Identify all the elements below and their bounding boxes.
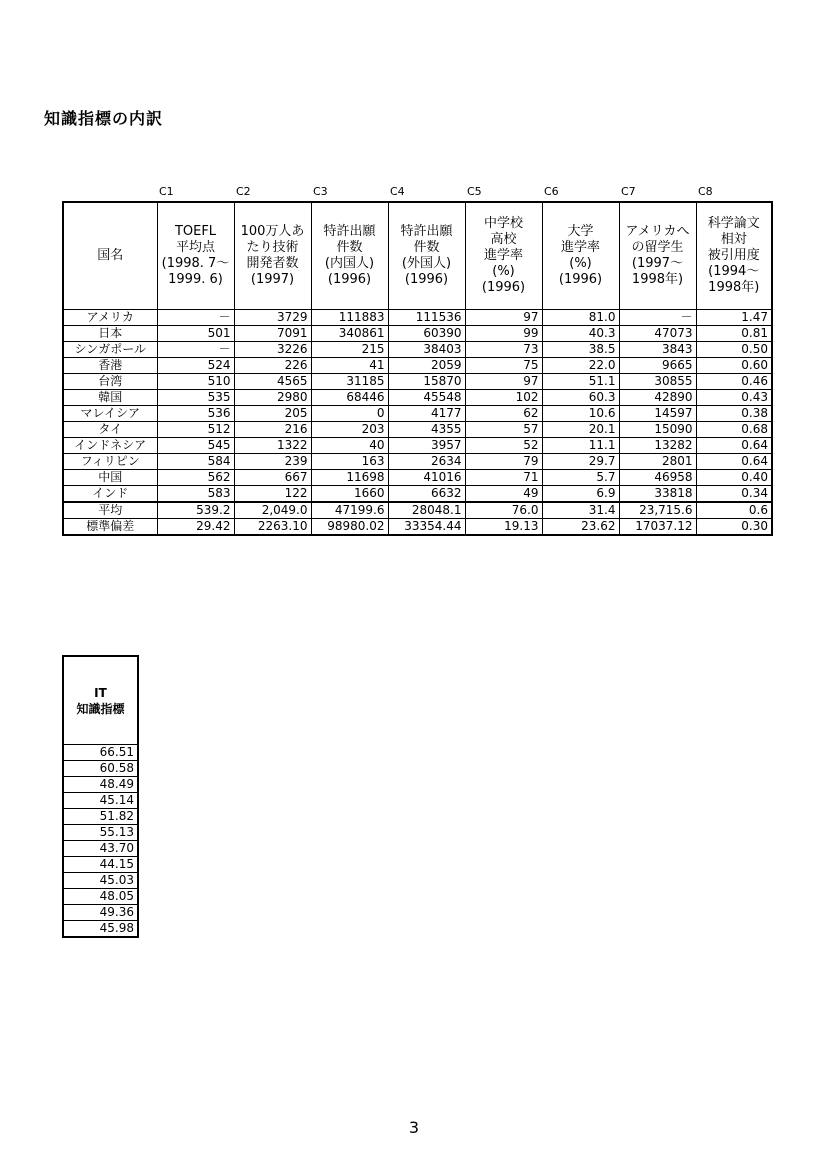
table-cell: 6632: [388, 486, 465, 503]
column-header: [465, 202, 542, 310]
column-code: C6: [544, 185, 559, 198]
table-cell: 45548: [388, 390, 465, 406]
column-header-line: 大学: [567, 224, 594, 239]
table-cell: 0: [311, 406, 388, 422]
country-name: 韓国: [63, 390, 157, 406]
it-header-row: [63, 656, 138, 745]
page-title: 知識指標の内訳: [44, 109, 164, 128]
column-header-line: たり技術: [246, 240, 299, 255]
it-header: [63, 656, 138, 745]
table-row: [63, 454, 772, 470]
table-cell: 40: [311, 438, 388, 454]
summary-cell: 76.0: [465, 502, 542, 519]
table-cell: 4177: [388, 406, 465, 422]
table-cell: 73: [465, 342, 542, 358]
table-cell: 0.64: [696, 454, 772, 470]
column-header: [696, 202, 772, 310]
table-cell: 102: [465, 390, 542, 406]
table-cell: 0.34: [696, 486, 772, 503]
it-value: 44.15: [63, 857, 138, 873]
column-header-line: (外国人): [401, 256, 452, 271]
table-cell: 3843: [619, 342, 696, 358]
table-cell: 41: [311, 358, 388, 374]
table-cell: 2634: [388, 454, 465, 470]
table-cell: 0.68: [696, 422, 772, 438]
table-cell: 47073: [619, 326, 696, 342]
it-row: [63, 857, 138, 873]
it-value: 49.36: [63, 905, 138, 921]
summary-cell: 47199.6: [311, 502, 388, 519]
table-row: [63, 438, 772, 454]
summary-cell: 19.13: [465, 519, 542, 536]
column-header-line: 特許出願: [400, 224, 453, 239]
knowledge-index-table: [62, 201, 773, 536]
it-value: 66.51: [63, 745, 138, 761]
summary-cell: 23,715.6: [619, 502, 696, 519]
it-header-line: IT: [94, 685, 107, 700]
table-row: [63, 326, 772, 342]
table-cell: 60.3: [542, 390, 619, 406]
table-cell: 46958: [619, 470, 696, 486]
table-row: [63, 486, 772, 503]
table-row: [63, 358, 772, 374]
table-cell: 535: [157, 390, 234, 406]
column-header-line: アメリカへ: [625, 224, 690, 239]
table-cell: 111883: [311, 310, 388, 326]
summary-row: [63, 519, 772, 536]
column-header-line: 1998年): [631, 272, 684, 287]
country-name: タイ: [63, 422, 157, 438]
table-cell: 15870: [388, 374, 465, 390]
table-cell: 42890: [619, 390, 696, 406]
table-row: [63, 390, 772, 406]
table-cell: 20.1: [542, 422, 619, 438]
table-cell: 203: [311, 422, 388, 438]
table-cell: 536: [157, 406, 234, 422]
table-cell: 49: [465, 486, 542, 503]
table-cell: 29.7: [542, 454, 619, 470]
table-cell: 122: [234, 486, 311, 503]
table-cell: 30855: [619, 374, 696, 390]
country-name: 香港: [63, 358, 157, 374]
column-header: [542, 202, 619, 310]
it-header-line: 知識指標: [76, 701, 125, 716]
table-row: [63, 374, 772, 390]
summary-cell: 17037.12: [619, 519, 696, 536]
table-cell: 0.81: [696, 326, 772, 342]
it-row: [63, 873, 138, 889]
table-cell: 0.40: [696, 470, 772, 486]
summary-cell: 23.62: [542, 519, 619, 536]
table-cell: 79: [465, 454, 542, 470]
column-code: C1: [159, 185, 174, 198]
column-code: C7: [621, 185, 636, 198]
country-name: 中国: [63, 470, 157, 486]
table-cell: 1660: [311, 486, 388, 503]
column-header-line: (1994～: [708, 264, 760, 279]
table-cell: 5.7: [542, 470, 619, 486]
column-code: C3: [313, 185, 328, 198]
table-cell: 0.60: [696, 358, 772, 374]
column-header-line: (%): [492, 264, 515, 279]
table-cell: 0.50: [696, 342, 772, 358]
table-cell: 81.0: [542, 310, 619, 326]
country-name: インド: [63, 486, 157, 503]
table-cell: 545: [157, 438, 234, 454]
table-cell: 1322: [234, 438, 311, 454]
it-value: 48.49: [63, 777, 138, 793]
summary-label: 平均: [63, 502, 157, 519]
column-header-line: 中学校: [483, 216, 523, 231]
column-header-line: の留学生: [631, 240, 684, 255]
column-header-line: 件数: [413, 240, 440, 255]
column-header-line: (1997): [250, 272, 295, 287]
table-row: [63, 406, 772, 422]
table-cell: 11698: [311, 470, 388, 486]
table-cell: 4355: [388, 422, 465, 438]
table-cell: 52: [465, 438, 542, 454]
column-header-line: (1996): [327, 272, 372, 287]
it-value: 45.03: [63, 873, 138, 889]
summary-cell: 2263.10: [234, 519, 311, 536]
table-cell: 33818: [619, 486, 696, 503]
table-cell: 57: [465, 422, 542, 438]
column-header-line: (1996): [558, 272, 603, 287]
table-cell: 216: [234, 422, 311, 438]
it-value: 45.14: [63, 793, 138, 809]
table-cell: 226: [234, 358, 311, 374]
summary-cell: 98980.02: [311, 519, 388, 536]
table-cell: 10.6: [542, 406, 619, 422]
table-cell: 11.1: [542, 438, 619, 454]
table-cell: 340861: [311, 326, 388, 342]
page-number: 3: [408, 1118, 420, 1137]
table-row: [63, 470, 772, 486]
table-cell: 97: [465, 310, 542, 326]
table-cell: 510: [157, 374, 234, 390]
column-code: C5: [467, 185, 482, 198]
summary-cell: 0.30: [696, 519, 772, 536]
country-name: 台湾: [63, 374, 157, 390]
table-cell: 0.43: [696, 390, 772, 406]
table-cell: 2801: [619, 454, 696, 470]
table-cell: 667: [234, 470, 311, 486]
it-row: [63, 841, 138, 857]
column-header-line: 平均点: [175, 240, 215, 255]
column-header-line: (1998. 7～: [161, 256, 230, 271]
table-cell: 584: [157, 454, 234, 470]
table-cell: 583: [157, 486, 234, 503]
summary-cell: 29.42: [157, 519, 234, 536]
column-code: C4: [390, 185, 405, 198]
table-cell: 239: [234, 454, 311, 470]
it-value: 43.70: [63, 841, 138, 857]
country-name: アメリカ: [63, 310, 157, 326]
table-cell: 3957: [388, 438, 465, 454]
it-row: [63, 793, 138, 809]
it-row: [63, 921, 138, 938]
column-code: C2: [236, 185, 251, 198]
column-header-line: 進学率: [560, 240, 600, 255]
it-value: 45.98: [63, 921, 138, 938]
table-cell: 512: [157, 422, 234, 438]
it-row: [63, 761, 138, 777]
table-cell: 1.47: [696, 310, 772, 326]
table-cell: 163: [311, 454, 388, 470]
column-header-line: 1999. 6): [168, 272, 223, 287]
summary-cell: 31.4: [542, 502, 619, 519]
column-header-line: 科学論文: [707, 216, 760, 231]
table-cell: 0.38: [696, 406, 772, 422]
country-name: フィリピン: [63, 454, 157, 470]
table-cell: 15090: [619, 422, 696, 438]
column-header-line: 件数: [336, 240, 363, 255]
table-cell: 215: [311, 342, 388, 358]
summary-cell: 0.6: [696, 502, 772, 519]
it-value: 55.13: [63, 825, 138, 841]
table-row: [63, 422, 772, 438]
column-header: [157, 202, 234, 310]
column-header: [388, 202, 465, 310]
table-cell: 6.9: [542, 486, 619, 503]
table-cell: 31185: [311, 374, 388, 390]
summary-cell: 28048.1: [388, 502, 465, 519]
table-cell: 2980: [234, 390, 311, 406]
table-cell: 40.3: [542, 326, 619, 342]
summary-row: [63, 502, 772, 519]
table-row: [63, 310, 772, 326]
it-value: 48.05: [63, 889, 138, 905]
it-row: [63, 777, 138, 793]
it-row: [63, 745, 138, 761]
table-cell: 75: [465, 358, 542, 374]
column-header-line: 特許出願: [323, 224, 376, 239]
column-header-line: 開発者数: [246, 256, 299, 271]
column-header-line: 相対: [720, 232, 747, 247]
summary-label: 標準偏差: [63, 519, 157, 536]
table-cell: 14597: [619, 406, 696, 422]
column-header-line: (%): [569, 256, 592, 271]
table-cell: 71: [465, 470, 542, 486]
header-row: [63, 202, 772, 310]
country-name: 日本: [63, 326, 157, 342]
column-header-line: (1996): [481, 280, 526, 295]
summary-cell: 2,049.0: [234, 502, 311, 519]
table-cell: 0.46: [696, 374, 772, 390]
column-header: [311, 202, 388, 310]
it-row: [63, 825, 138, 841]
column-header-line: 100万人あ: [240, 224, 305, 239]
column-header-line: 被引用度: [707, 248, 760, 263]
country-name: シンガポール: [63, 342, 157, 358]
table-cell: 501: [157, 326, 234, 342]
table-cell: 22.0: [542, 358, 619, 374]
table-cell: 111536: [388, 310, 465, 326]
table-cell: －: [157, 342, 234, 358]
table-cell: 38403: [388, 342, 465, 358]
table-cell: 13282: [619, 438, 696, 454]
table-cell: 68446: [311, 390, 388, 406]
country-header: 国名: [63, 202, 157, 310]
table-cell: 99: [465, 326, 542, 342]
table-cell: 60390: [388, 326, 465, 342]
table-cell: －: [619, 310, 696, 326]
table-cell: 97: [465, 374, 542, 390]
table-cell: 205: [234, 406, 311, 422]
summary-cell: 33354.44: [388, 519, 465, 536]
table-cell: 3729: [234, 310, 311, 326]
column-header: [619, 202, 696, 310]
column-header-line: 1998年): [708, 280, 760, 295]
table-cell: 4565: [234, 374, 311, 390]
table-cell: 7091: [234, 326, 311, 342]
table-cell: 3226: [234, 342, 311, 358]
it-row: [63, 809, 138, 825]
it-value: 51.82: [63, 809, 138, 825]
table-cell: 41016: [388, 470, 465, 486]
country-name: マレイシア: [63, 406, 157, 422]
summary-cell: 539.2: [157, 502, 234, 519]
table-cell: 62: [465, 406, 542, 422]
column-header-line: (内国人): [324, 256, 375, 271]
column-header-line: 進学率: [483, 248, 523, 263]
table-cell: 51.1: [542, 374, 619, 390]
column-header-line: (1997～: [631, 256, 684, 271]
it-row: [63, 905, 138, 921]
column-header-line: (1996): [404, 272, 449, 287]
table-cell: 9665: [619, 358, 696, 374]
it-row: [63, 889, 138, 905]
table-cell: 0.64: [696, 438, 772, 454]
column-header-line: TOEFL: [174, 224, 217, 239]
table-cell: －: [157, 310, 234, 326]
it-knowledge-index-table: [62, 655, 139, 938]
column-code: C8: [698, 185, 713, 198]
table-row: [63, 342, 772, 358]
column-header-line: 高校: [490, 232, 517, 247]
country-name: インドネシア: [63, 438, 157, 454]
column-header: [234, 202, 311, 310]
table-cell: 38.5: [542, 342, 619, 358]
table-cell: 2059: [388, 358, 465, 374]
table-cell: 562: [157, 470, 234, 486]
it-value: 60.58: [63, 761, 138, 777]
table-cell: 524: [157, 358, 234, 374]
